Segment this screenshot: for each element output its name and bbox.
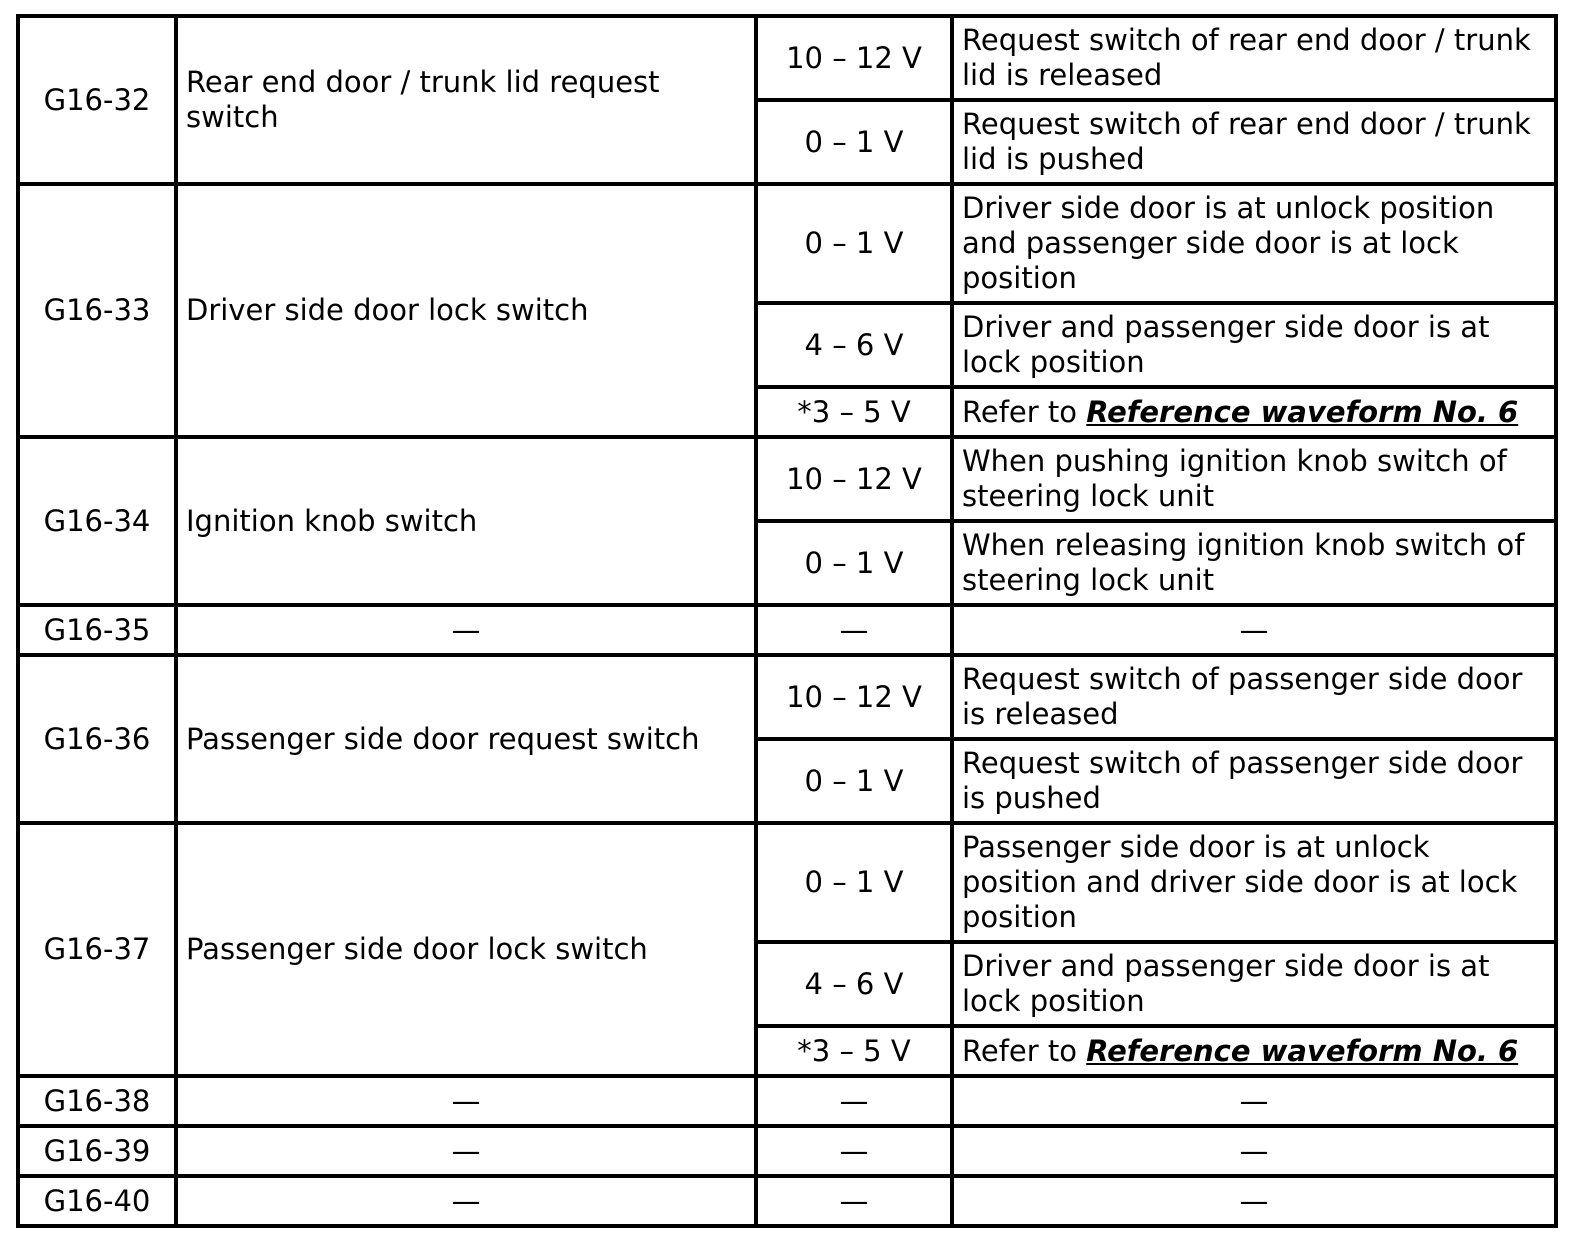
condition-line: position xyxy=(962,261,1077,295)
condition-line: lock position xyxy=(962,984,1145,1018)
voltage-cell: 10 – 12 V xyxy=(756,437,952,521)
condition-cell xyxy=(952,100,1556,184)
voltage-cell: — xyxy=(756,1126,952,1176)
voltage-cell: *3 – 5 V xyxy=(756,387,952,437)
item-cell: — xyxy=(176,605,756,655)
terminal-cell: G16-35 xyxy=(18,605,176,655)
item-cell: Driver side door lock switch xyxy=(176,184,756,437)
condition-line: Driver and passenger side door is at xyxy=(962,949,1490,983)
table-row xyxy=(18,16,1556,100)
voltage-cell: — xyxy=(756,1076,952,1126)
condition-line: Request switch of passenger side door xyxy=(962,662,1523,696)
item-cell: Passenger side door lock switch xyxy=(176,823,756,1076)
condition-line: lid is pushed xyxy=(962,142,1145,176)
condition-line: steering lock unit xyxy=(962,479,1215,513)
condition-line: Driver side door is at unlock position xyxy=(962,191,1495,225)
table-row xyxy=(18,1176,1556,1226)
condition-cell: — xyxy=(952,605,1556,655)
condition-line: is pushed xyxy=(962,781,1101,815)
condition-line: position and driver side door is at lock xyxy=(962,865,1518,899)
ref-prefix: Refer to xyxy=(962,394,1087,429)
condition-line: When pushing ignition knob switch of xyxy=(962,444,1507,478)
terminal-cell: G16-39 xyxy=(18,1126,176,1176)
condition-cell xyxy=(952,521,1556,605)
condition-line: steering lock unit xyxy=(962,563,1215,597)
voltage-cell: 10 – 12 V xyxy=(756,16,952,100)
terminal-voltage-table xyxy=(16,14,1558,1228)
condition-cell xyxy=(952,303,1556,387)
reference-waveform-link[interactable]: Reference waveform No. 6 xyxy=(1086,394,1519,429)
table-row xyxy=(18,184,1556,303)
condition-line: Passenger side door is at unlock xyxy=(962,830,1430,864)
condition-cell: — xyxy=(952,1126,1556,1176)
ref-prefix: Refer to xyxy=(962,1033,1087,1068)
table-row xyxy=(18,1076,1556,1126)
voltage-cell: 4 – 6 V xyxy=(756,303,952,387)
table-row xyxy=(18,605,1556,655)
condition-line: Request switch of rear end door / trunk xyxy=(962,23,1531,57)
item-cell: Ignition knob switch xyxy=(176,437,756,605)
terminal-cell: G16-40 xyxy=(18,1176,176,1226)
condition-line: lid is released xyxy=(962,58,1163,92)
voltage-cell: — xyxy=(756,1176,952,1226)
terminal-cell: G16-34 xyxy=(18,437,176,605)
voltage-cell: 4 – 6 V xyxy=(756,942,952,1026)
condition-cell xyxy=(952,16,1556,100)
condition-cell: — xyxy=(952,1076,1556,1126)
condition-line: position xyxy=(962,900,1077,934)
condition-cell xyxy=(952,387,1556,437)
condition-line: lock position xyxy=(962,345,1145,379)
condition-cell xyxy=(952,823,1556,942)
table-row xyxy=(18,1126,1556,1176)
condition-line: When releasing ignition knob switch of xyxy=(962,528,1525,562)
condition-cell xyxy=(952,655,1556,739)
voltage-cell: *3 – 5 V xyxy=(756,1026,952,1076)
voltage-cell: — xyxy=(756,605,952,655)
condition-line: Request switch of passenger side door xyxy=(962,746,1523,780)
terminal-table-container xyxy=(16,14,1558,1228)
item-cell: — xyxy=(176,1076,756,1126)
voltage-cell: 0 – 1 V xyxy=(756,184,952,303)
condition-cell xyxy=(952,437,1556,521)
condition-cell xyxy=(952,739,1556,823)
terminal-cell: G16-33 xyxy=(18,184,176,437)
item-cell: Passenger side door request switch xyxy=(176,655,756,823)
table-row xyxy=(18,437,1556,521)
condition-cell xyxy=(952,942,1556,1026)
table-row xyxy=(18,655,1556,739)
terminal-cell: G16-32 xyxy=(18,16,176,184)
terminal-cell: G16-37 xyxy=(18,823,176,1076)
voltage-cell: 0 – 1 V xyxy=(756,100,952,184)
voltage-cell: 0 – 1 V xyxy=(756,739,952,823)
condition-line: and passenger side door is at lock xyxy=(962,226,1459,260)
item-cell: — xyxy=(176,1126,756,1176)
terminal-cell: G16-38 xyxy=(18,1076,176,1126)
condition-line: is released xyxy=(962,697,1119,731)
terminal-cell: G16-36 xyxy=(18,655,176,823)
condition-cell: — xyxy=(952,1176,1556,1226)
voltage-cell: 0 – 1 V xyxy=(756,521,952,605)
condition-cell xyxy=(952,1026,1556,1076)
item-cell: — xyxy=(176,1176,756,1226)
condition-line: Request switch of rear end door / trunk xyxy=(962,107,1531,141)
condition-cell xyxy=(952,184,1556,303)
voltage-cell: 10 – 12 V xyxy=(756,655,952,739)
condition-line: Driver and passenger side door is at xyxy=(962,310,1490,344)
voltage-cell: 0 – 1 V xyxy=(756,823,952,942)
table-row xyxy=(18,823,1556,942)
reference-waveform-link[interactable]: Reference waveform No. 6 xyxy=(1086,1033,1519,1068)
item-cell: Rear end door / trunk lid request switch xyxy=(176,16,756,184)
